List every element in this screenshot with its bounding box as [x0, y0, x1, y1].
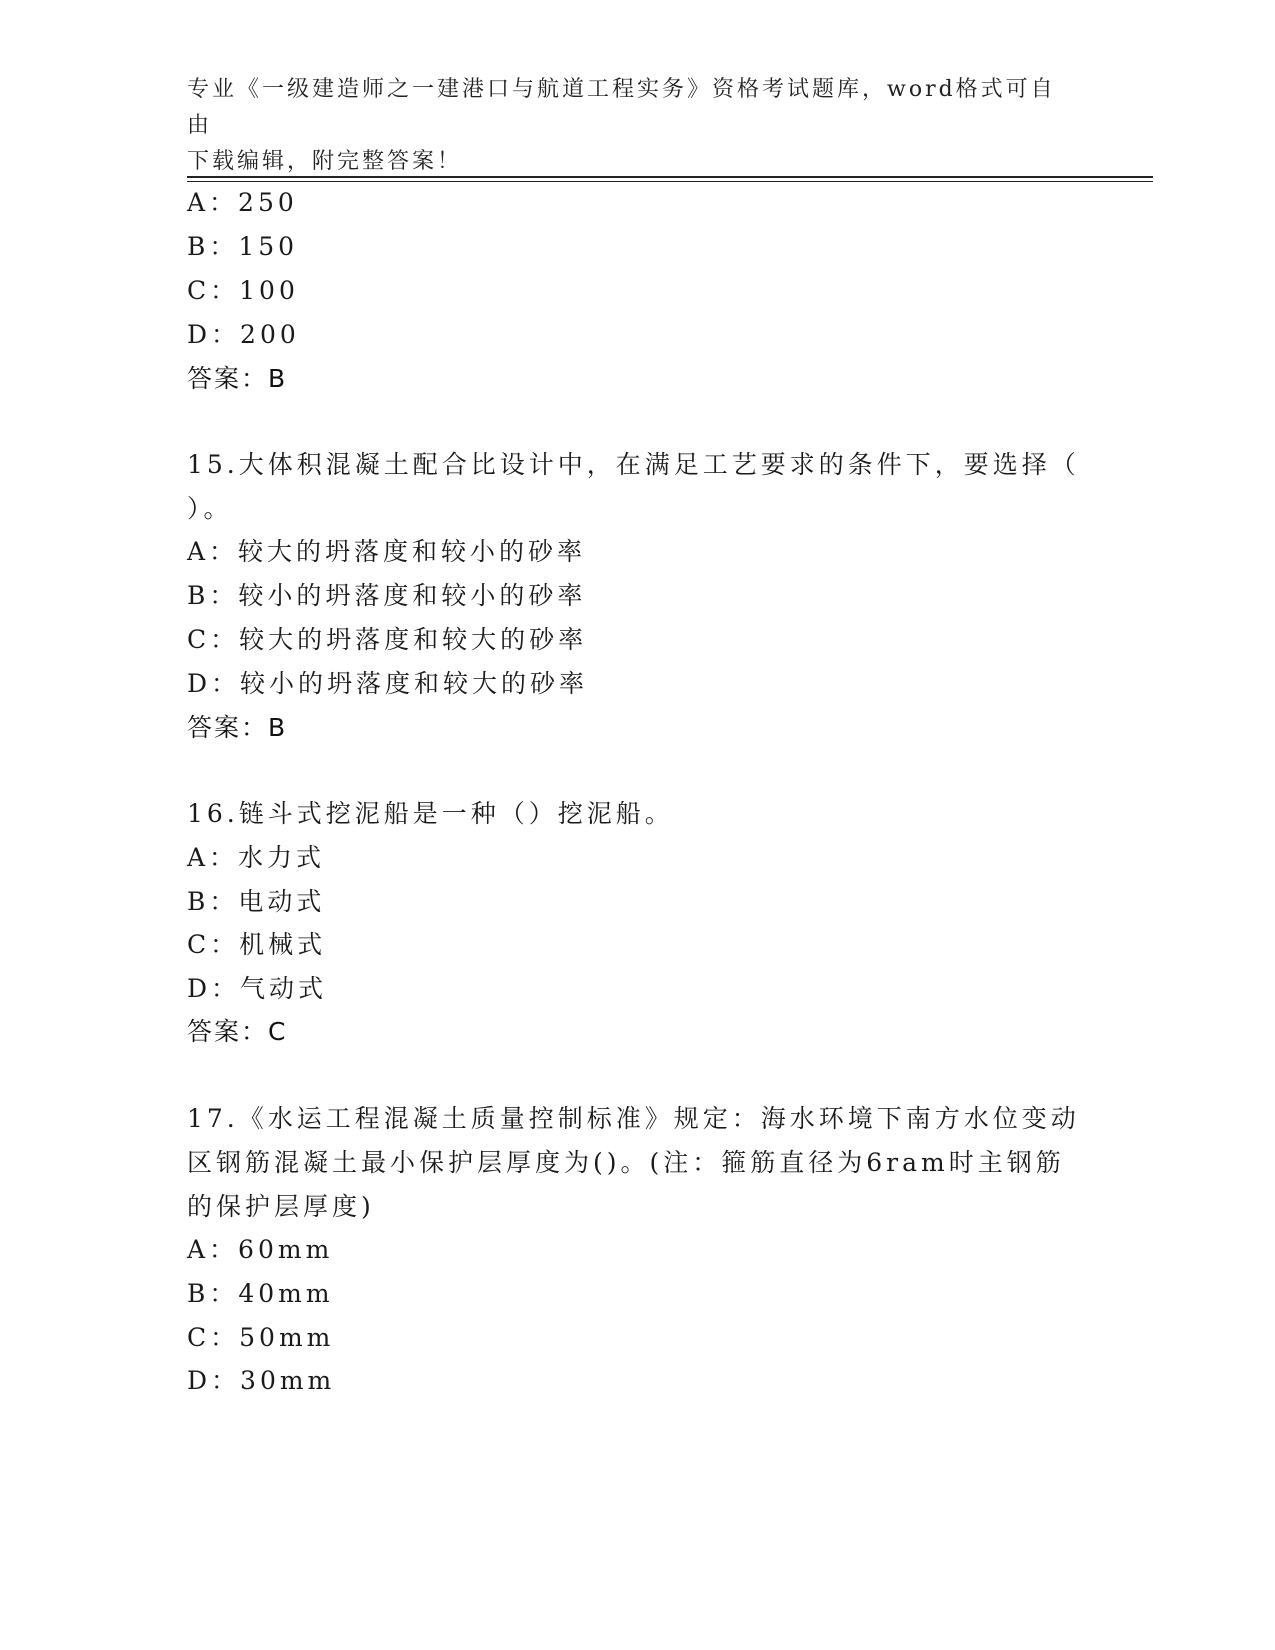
q14-option-b: B：150 — [187, 232, 299, 261]
q14-option-a: A：250 — [187, 188, 298, 217]
q14-option-d: D：200 — [187, 320, 300, 349]
q16-answer: 答案：C — [187, 1017, 288, 1046]
q15-option-b: B：较小的坍落度和较小的砂率 — [187, 581, 587, 610]
header-divider — [187, 176, 1153, 178]
q16-stem: 16.链斗式挖泥船是一种（）挖泥船。 — [187, 799, 674, 828]
q15-answer: 答案：B — [187, 713, 288, 742]
q17-stem-line-2: 区钢筋混凝土最小保护层厚度为()。(注：箍筋直径为6ram时主钢筋 — [187, 1148, 1065, 1177]
q15-stem-line-2: ）。 — [187, 494, 233, 523]
q16-option-a: A：水力式 — [187, 843, 326, 872]
q15-option-c: C：较大的坍落度和较大的砂率 — [187, 625, 588, 654]
header-line-1: 专业《一级建造师之一建港口与航道工程实务》资格考试题库，word格式可自由 — [187, 77, 1056, 138]
q15-option-a: A：较大的坍落度和较小的砂率 — [187, 537, 587, 566]
document-header — [187, 72, 1067, 180]
q17-stem-line-1: 17.《水运工程混凝土质量控制标准》规定：海水环境下南方水位变动 — [187, 1104, 1080, 1133]
q17-stem-line-3: 的保护层厚度) — [187, 1192, 375, 1221]
header-line-2: 下载编辑，附完整答案！ — [187, 149, 463, 174]
q15-option-d: D：较小的坍落度和较大的砂率 — [187, 669, 589, 698]
q17-option-c: C：50mm — [187, 1323, 335, 1352]
q16-option-c: C：机械式 — [187, 930, 327, 959]
q17-option-a: A：60mm — [187, 1235, 334, 1264]
q17-option-d: D：30mm — [187, 1366, 336, 1395]
q14-answer: 答案：B — [187, 364, 288, 393]
q16-option-d: D：气动式 — [187, 974, 328, 1003]
q14-option-c: C：100 — [187, 276, 299, 305]
header-divider-thin — [187, 181, 1153, 182]
q17-option-b: B：40mm — [187, 1279, 334, 1308]
q15-stem-line-1: 15.大体积混凝土配合比设计中，在满足工艺要求的条件下，要选择（ — [187, 450, 1080, 479]
q16-option-b: B：电动式 — [187, 887, 326, 916]
